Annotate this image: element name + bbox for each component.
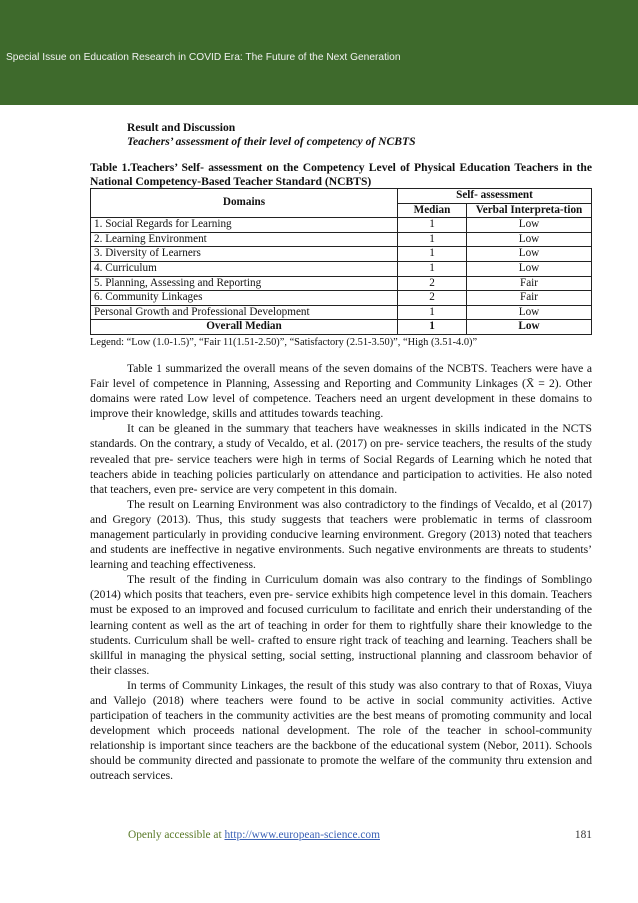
section-subheading: Teachers’ assessment of their level of competency of NCBTS	[127, 135, 416, 148]
table-row	[91, 261, 592, 276]
paragraph: In terms of Community Linkages, the result of this study was also contrary to that of Roxas, Viuya and Vallejo (2018) where teachers were found to be active in social community activities. Active participation of teachers in the community activities are the best means of promoting community and local development which proceeds national development. The role of the teacher in school-community relationship is important since teachers are the backbone of the educational system (Nebor, 2011). Schools should be community directed and passionate to promote the welfare of the community thru extension and outreach services.	[90, 678, 592, 783]
cell-median: 2	[398, 291, 467, 306]
table-row	[91, 247, 592, 262]
table-legend: Legend: “Low (1.0-1.5)”, “Fair 11(1.51-2.50)”, “Satisfactory (2.51-3.50)”, “High (3.51-4.0)”	[90, 336, 478, 348]
cell-verbal: Fair	[467, 291, 592, 306]
cell-verbal: Fair	[467, 276, 592, 291]
cell-domain: 4. Curriculum	[91, 261, 398, 276]
journal-banner	[0, 0, 638, 105]
cell-domain: 1. Social Regards for Learning	[91, 218, 398, 233]
cell-verbal: Low	[467, 305, 592, 320]
cell-median: 1	[398, 261, 467, 276]
table-row	[91, 291, 592, 306]
table-row	[91, 218, 592, 233]
table-row	[91, 232, 592, 247]
body-text	[90, 361, 592, 784]
cell-median: 1	[398, 305, 467, 320]
competency-table	[90, 188, 592, 335]
cell-domain: 3. Diversity of Learners	[91, 247, 398, 262]
col-header-self-assessment: Self- assessment	[398, 189, 592, 204]
overall-verbal: Low	[467, 320, 592, 335]
cell-median: 1	[398, 232, 467, 247]
cell-domain: 6. Community Linkages	[91, 291, 398, 306]
col-header-domains: Domains	[91, 189, 398, 218]
cell-median: 1	[398, 218, 467, 233]
cell-domain: 5. Planning, Assessing and Reporting	[91, 276, 398, 291]
overall-label: Overall Median	[91, 320, 398, 335]
footer-link[interactable]: http://www.european-science.com	[224, 829, 380, 841]
journal-title: Special Issue on Education Research in COVID Era: The Future of the Next Generation	[6, 52, 401, 63]
col-header-median: Median	[398, 203, 467, 218]
cell-verbal: Low	[467, 218, 592, 233]
footer-prefix: Openly accessible at	[128, 829, 225, 841]
cell-verbal: Low	[467, 232, 592, 247]
paragraph: Table 1 summarized the overall means of the seven domains of the NCBTS. Teachers were have a Fair level of competence in Planning, Assessing and Reporting and Community Linkages (X̄ = 2). Other domains were rated Low level of competence. Teachers need an urgent development in these domains to improve their knowledge, skills and attitudes towards teaching.	[90, 361, 592, 421]
cell-verbal: Low	[467, 261, 592, 276]
page-number: 181	[574, 829, 592, 841]
cell-domain: 2. Learning Environment	[91, 232, 398, 247]
table-caption: Table 1.Teachers’ Self- assessment on the Competency Level of Physical Education Teachers in the National Competency-Based Teacher Standard (NCBTS)	[90, 161, 592, 188]
col-header-verbal: Verbal Interpreta-tion	[467, 203, 592, 218]
paragraph: It can be gleaned in the summary that teachers have weaknesses in skills indicated in the NCTS standards. On the contrary, a study of Vecaldo, et al. (2017) on pre- service teachers, the results of the study revealed that pre- service teachers were high in terms of Social Regards of Learning which he noted that teachers abide in teaching policies particularly on attendance and participation to activities. He also noted that teachers, even pre- service are very competent in this domain.	[90, 422, 592, 496]
paragraph: The result on Learning Environment was also contradictory to the findings of Vecaldo, et al (2017) and Gregory (2013). Thus, this study suggests that teachers were problematic in terms of classroom management particularly in providing conducive learning environment. Gregory (2013) noted that teachers and students are ineffective in negative environments. Such negative environments are threats to students’ learning and teaching effectiveness.	[90, 497, 592, 572]
page-content	[90, 121, 592, 784]
cell-verbal: Low	[467, 247, 592, 262]
overall-row	[91, 320, 592, 335]
section-heading: Result and Discussion	[127, 121, 236, 134]
table-row	[91, 305, 592, 320]
cell-median: 1	[398, 247, 467, 262]
table-row	[91, 276, 592, 291]
cell-median: 2	[398, 276, 467, 291]
cell-domain: Personal Growth and Professional Development	[91, 305, 398, 320]
paragraph: The result of the finding in Curriculum domain was also contrary to the findings of Somblingo (2014) which posits that teachers, even pre- service exhibits high competence level in this domain. Teachers must be exposed to an improved and focused curriculum to facilitate and enrich their understanding of the learning content as well as the art of teaching in order for them to rightfully share their knowledge to the students. Curriculum shall be well- crafted to ensure right track of teaching and learning. Teachers shall be skillful in managing the physical setting, social setting, instructional planning and classroom behavior of their classes.	[90, 573, 592, 677]
page-footer	[128, 829, 592, 841]
overall-median: 1	[398, 320, 467, 335]
